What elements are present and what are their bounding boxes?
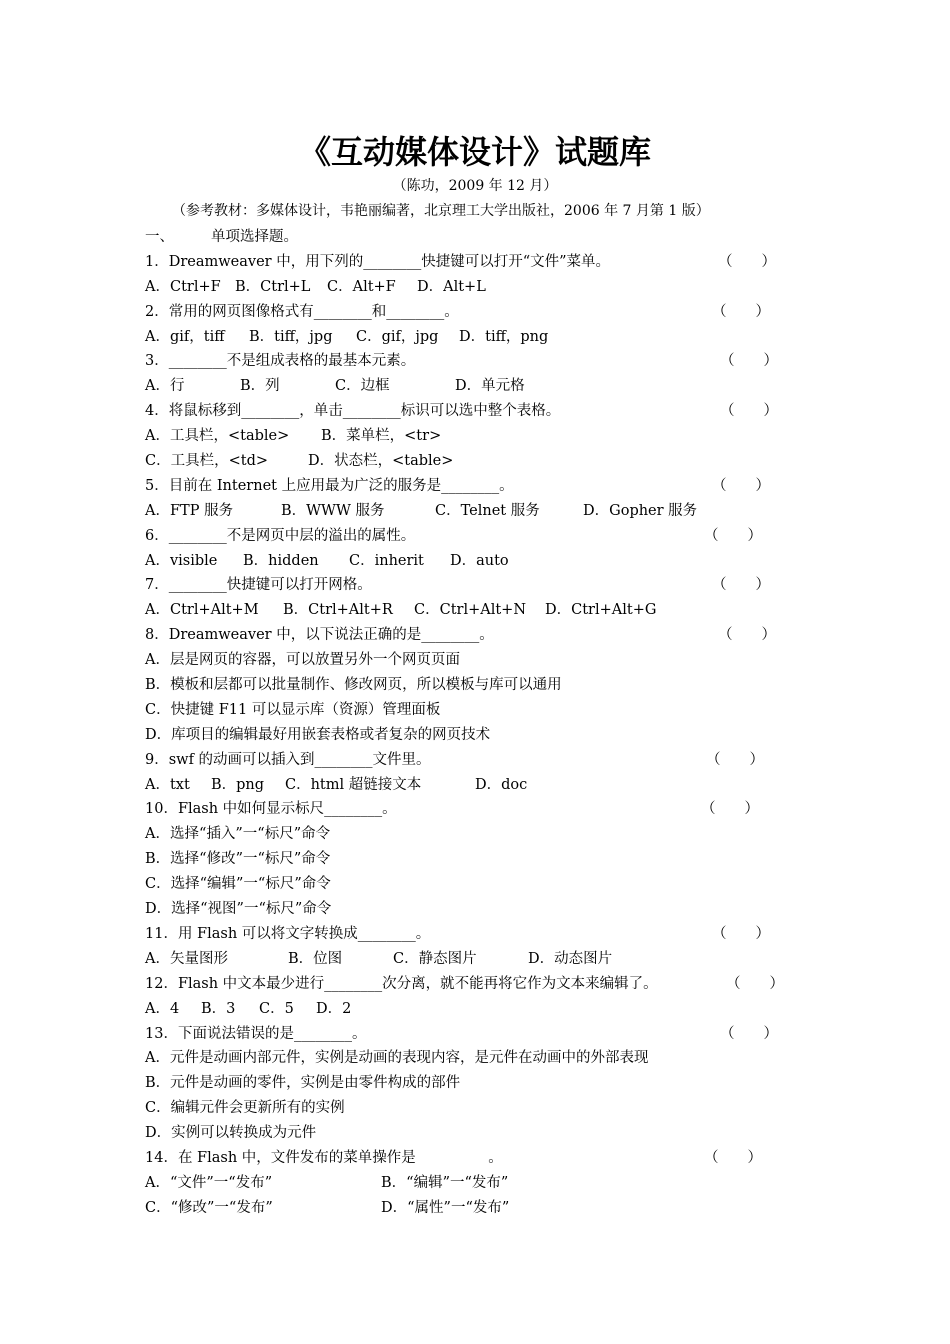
question-row bbox=[145, 972, 785, 997]
answer-parentheses: （ ） bbox=[720, 403, 778, 420]
option-item: C．边框 bbox=[335, 378, 390, 395]
option-item: B．Ctrl+L bbox=[235, 278, 311, 295]
section-heading bbox=[145, 225, 785, 250]
option-item: D．动态图片 bbox=[528, 950, 613, 967]
question-text: 13．下面说法错误的是________。 bbox=[145, 1025, 367, 1042]
option-row bbox=[145, 822, 785, 847]
question-text: 10．Flash 中如何显示标尺________。 bbox=[145, 801, 397, 818]
option-item: A．txt bbox=[145, 776, 190, 793]
question-row bbox=[145, 349, 785, 374]
option-text: B．模板和层都可以批量制作、修改网页，所以模板与库可以通用 bbox=[145, 677, 562, 694]
question-text: 5．目前在 Internet 上应用最为广泛的服务是________。 bbox=[145, 477, 514, 494]
question-text: 2．常用的网页图像格式有________和________。 bbox=[145, 303, 459, 320]
option-item: A．工具栏，<table> bbox=[145, 428, 290, 445]
option-row bbox=[145, 723, 785, 748]
option-item: A．visible bbox=[145, 552, 218, 569]
section-number: 一、 bbox=[145, 229, 174, 245]
answer-parentheses: （ ） bbox=[701, 801, 759, 818]
answer-parentheses: （ ） bbox=[712, 577, 770, 594]
option-text: A．层是网页的容器，可以放置另外一个网页页面 bbox=[145, 652, 460, 669]
answer-parentheses: （ ） bbox=[718, 253, 776, 270]
question-row bbox=[145, 1146, 785, 1171]
question-row bbox=[145, 797, 785, 822]
answer-parentheses: （ ） bbox=[712, 303, 770, 320]
question-row bbox=[145, 399, 785, 424]
question-text: 7．________快捷键可以打开网格。 bbox=[145, 577, 372, 594]
question-row bbox=[145, 922, 785, 947]
question-text: 6．________不是网页中层的溢出的属性。 bbox=[145, 527, 416, 544]
option-row bbox=[145, 673, 785, 698]
option-item: A．FTP 服务 bbox=[145, 502, 234, 519]
option-text: A．元件是动画内部元件，实例是动画的表现内容，是元件在动画中的外部表现 bbox=[145, 1050, 649, 1067]
option-item: D．Alt+L bbox=[417, 278, 486, 295]
question-row bbox=[145, 748, 785, 773]
option-item: B．tiff，jpg bbox=[249, 328, 333, 345]
question-text: 11．用 Flash 可以将文字转换成________。 bbox=[145, 925, 431, 942]
question-row bbox=[145, 250, 785, 275]
options-row bbox=[145, 598, 785, 623]
option-text: C．编辑元件会更新所有的实例 bbox=[145, 1100, 345, 1117]
question-text: 8．Dreamweaver 中，以下说法正确的是________。 bbox=[145, 627, 494, 644]
option-item: A．行 bbox=[145, 378, 185, 395]
options-row bbox=[145, 1171, 785, 1196]
reference-note: （参考教材：多媒体设计，韦艳丽编著，北京理工大学出版社，2006 年 7 月第 1 版） bbox=[172, 203, 710, 219]
option-item: A．4 bbox=[145, 1000, 180, 1017]
option-row bbox=[145, 648, 785, 673]
options-row bbox=[145, 374, 785, 399]
question-row bbox=[145, 474, 785, 499]
option-item: C．静态图片 bbox=[393, 950, 477, 967]
option-item: D．Ctrl+Alt+G bbox=[545, 602, 657, 619]
section-label: 单项选择题。 bbox=[211, 229, 298, 245]
options-row bbox=[145, 773, 785, 798]
option-item: A．Ctrl+F bbox=[145, 278, 221, 295]
option-item: D．状态栏，<table> bbox=[308, 453, 454, 470]
answer-parentheses: （ ） bbox=[712, 925, 770, 942]
option-item: B．“编辑”一“发布” bbox=[381, 1174, 509, 1191]
option-item: B．菜单栏，<tr> bbox=[321, 428, 442, 445]
option-item: C．Ctrl+Alt+N bbox=[414, 602, 527, 619]
question-text: 4．将鼠标移到________，单击________标识可以选中整个表格。 bbox=[145, 403, 561, 420]
option-item: C．gif，jpg bbox=[356, 328, 439, 345]
option-item: D．Gopher 服务 bbox=[583, 502, 698, 519]
question-text: 9．swf 的动画可以插入到________文件里。 bbox=[145, 751, 431, 768]
option-item: B．3 bbox=[201, 1000, 236, 1017]
option-text: A．选择“插入”一“标尺”命令 bbox=[145, 826, 331, 843]
author-date: （陈功，2009 年 12 月） bbox=[392, 178, 558, 194]
option-item: A．gif，tiff bbox=[145, 328, 225, 345]
question-row bbox=[145, 623, 785, 648]
option-item: C．5 bbox=[259, 1000, 294, 1017]
question-row bbox=[145, 573, 785, 598]
answer-parentheses: （ ） bbox=[704, 527, 762, 544]
option-item: B．位图 bbox=[288, 950, 343, 967]
options-row bbox=[145, 549, 785, 574]
option-item: D．tiff，png bbox=[459, 328, 549, 345]
options-row bbox=[145, 997, 785, 1022]
option-item: A．“文件”一“发布” bbox=[145, 1174, 273, 1191]
option-text: C．选择“编辑”一“标尺”命令 bbox=[145, 876, 331, 893]
question-text: 1．Dreamweaver 中，用下列的________快捷键可以打开“文件”菜单。 bbox=[145, 253, 611, 270]
option-item: C．inherit bbox=[349, 552, 424, 569]
option-text: C．快捷键 F11 可以显示库（资源）管理面板 bbox=[145, 701, 441, 718]
option-row bbox=[145, 1071, 785, 1096]
question-text: 3．________不是组成表格的最基本元素。 bbox=[145, 353, 416, 370]
answer-parentheses: （ ） bbox=[720, 1025, 778, 1042]
option-item: B．hidden bbox=[243, 552, 319, 569]
answer-parentheses: （ ） bbox=[720, 353, 778, 370]
option-text: D．实例可以转换成为元件 bbox=[145, 1125, 317, 1142]
option-item: C．Alt+F bbox=[327, 278, 396, 295]
options-row bbox=[145, 275, 785, 300]
options-row bbox=[145, 424, 785, 449]
options-row bbox=[145, 449, 785, 474]
option-row bbox=[145, 897, 785, 922]
option-text: D．库项目的编辑最好用嵌套表格或者复杂的网页技术 bbox=[145, 726, 491, 743]
option-item: D．单元格 bbox=[455, 378, 525, 395]
option-text: B．选择“修改”一“标尺”命令 bbox=[145, 851, 331, 868]
question-text: 12．Flash 中文本最少进行________次分离，就不能再将它作为文本来编辑了。 bbox=[145, 975, 658, 992]
option-item: A．矢量图形 bbox=[145, 950, 228, 967]
option-item: C．Telnet 服务 bbox=[435, 502, 540, 519]
question-row bbox=[145, 524, 785, 549]
page-title: 《互动媒体设计》试题库 bbox=[298, 133, 651, 171]
option-item: C．“修改”一“发布” bbox=[145, 1199, 273, 1216]
option-item: B．WWW 服务 bbox=[281, 502, 385, 519]
answer-parentheses: （ ） bbox=[718, 627, 776, 644]
answer-parentheses: （ ） bbox=[712, 477, 770, 494]
option-item: D．“属性”一“发布” bbox=[381, 1199, 510, 1216]
question-list bbox=[145, 225, 785, 1221]
option-item: C．工具栏，<td> bbox=[145, 453, 269, 470]
question-row bbox=[145, 300, 785, 325]
options-row bbox=[145, 499, 785, 524]
option-item: B．Ctrl+Alt+R bbox=[283, 602, 393, 619]
answer-parentheses: （ ） bbox=[704, 1149, 762, 1166]
option-row bbox=[145, 847, 785, 872]
option-item: D．auto bbox=[450, 552, 509, 569]
option-row bbox=[145, 1121, 785, 1146]
option-item: D．doc bbox=[475, 776, 528, 793]
answer-parentheses: （ ） bbox=[726, 975, 784, 992]
options-row bbox=[145, 325, 785, 350]
option-row bbox=[145, 698, 785, 723]
option-text: B．元件是动画的零件，实例是由零件构成的部件 bbox=[145, 1075, 461, 1092]
question-text: 14．在 Flash 中，文件发布的菜单操作是 。 bbox=[145, 1149, 503, 1166]
option-item: B．png bbox=[211, 776, 265, 793]
option-row bbox=[145, 1096, 785, 1121]
options-row bbox=[145, 1196, 785, 1221]
option-text: D．选择“视图”一“标尺”命令 bbox=[145, 901, 332, 918]
option-item: B．列 bbox=[240, 378, 280, 395]
option-row bbox=[145, 872, 785, 897]
question-row bbox=[145, 1022, 785, 1047]
options-row bbox=[145, 947, 785, 972]
option-item: C．html 超链接文本 bbox=[285, 776, 422, 793]
option-item: D．2 bbox=[316, 1000, 352, 1017]
option-item: A．Ctrl+Alt+M bbox=[145, 602, 259, 619]
option-row bbox=[145, 1046, 785, 1071]
answer-parentheses: （ ） bbox=[706, 751, 764, 768]
